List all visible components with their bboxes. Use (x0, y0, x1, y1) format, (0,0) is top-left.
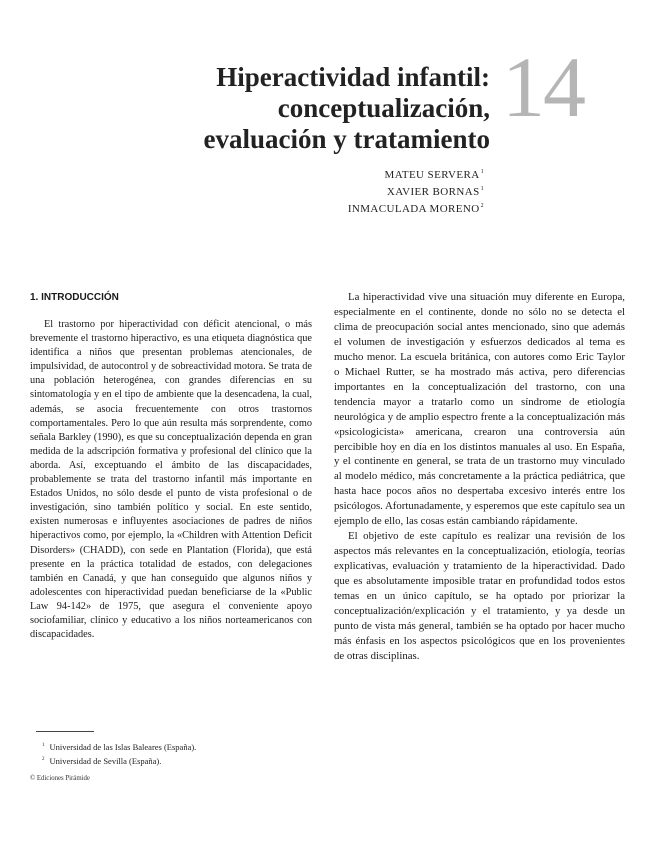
paragraph: El objetivo de este capítulo es realizar una revisión de los aspectos más relevantes en la conceptualización, etiología, teorías explicativas, evaluación y tratamiento de la hiperactividad. Dado que es absolutamente imposible tratar en profundidad todos estos temas en un único capítulo, se ha optado por priorizar la conceptualización/explicación y el tratamiento, y ya desde un punto de vista más general, también se ha optado por hacer mucho más énfasis en los aspectos psicológicos que en los provenientes de otras disciplinas. (334, 530, 625, 662)
title-line-3: evaluación y tratamiento (203, 124, 490, 154)
footnote-divider (36, 731, 94, 732)
publisher-credit: © Ediciones Pirámide (30, 775, 90, 782)
title-line-2: conceptualización, (277, 93, 490, 123)
footnote: $^2$ Universidad de Sevilla (España). (42, 755, 162, 766)
paragraph: La hiperactividad vive una situación muy diferente en Europa, especialmente en el continente, donde no sólo no se detecta el clima de preocupación social antes mencionado, sino que además el volumen de investigación y esfuerzos dedicados al tema es mucho menor. La escuela británica, con autores como Eric Taylor o Michael Rutter, se ha mostrado más activa, pero diferencias importantes en la conceptualización del trastorno, con una tendencia mayor a tratarlo como un síndrome de etiología neurológica y de amplio espectro frente a la conceptualización más «psicologicista» americana, crearon una controversia aún percibible hoy en día en los distintos manuales al uso. En España, y el continente en general, se trata de un trastorno muy vinculado al modelo médico, más concretamente a la práctica pediátrica, que hasta hace pocos años no despertaba excesivo interés entre los psicólogos. Afortunadamente, y esperemos que este capítulo sea un ejemplo de ello, las cosas están cambiando rápidamente. (334, 291, 625, 528)
footnote: $^1$ Universidad de las Islas Baleares (España). (42, 742, 197, 752)
author: XAVIER BORNAS$^1$ (386, 186, 484, 198)
footnotes (42, 740, 196, 767)
title-line-1: Hiperactividad infantil: (216, 62, 490, 92)
right-column (334, 290, 625, 664)
author-list (348, 165, 484, 216)
author: INMACULADA MORENO$^2$ (347, 203, 484, 215)
chapter-number: 14 (502, 39, 584, 135)
left-column (30, 318, 312, 642)
chapter-title (204, 62, 490, 155)
paragraph: El trastorno por hiperactividad con déficit atencional, o más brevemente el trastorno hiperactivo, es una etiqueta diagnóstica que identifica a niños que presentan problemas atencionales, de impulsividad, de autocontrol y de sobreactividad motora. Se trata de una población heterogénea, con grandes diferencias en su sintomatología y en el tipo de ambiente que la desencadena, la cual, además, se asocia frecuentemente con otros trastornos comportamentales. Pero lo que aún resulta más sorprendente, como señala Barkley (1990), es que su conceptualización dependa en gran medida de la adscripción formativa y profesional del clínico que la aborda. Así, exceptuando el ámbito de las discapacidades, probablemente se trata del trastorno infantil más importante en Estados Unidos, no sólo desde el punto de vista profesional o de investigación, sino también político y social. En este sentido, existen numerosas e influyentes asociaciones de padres de niños hiperactivos como, por ejemplo, la «Children with Attention Deficit Disorders» (CHADD), con sede en Plantation (Florida), que está presente en la práctica totalidad de estados, con delegaciones también en Canadá, y que han conseguido que algunos niños y adolescentes con hiperactividad puedan beneficiarse de la «Public Law 94-142» de 1975, que asegura el conveniente apoyo sociofamiliar, clínico y educativo a los niños norteamericanos con discapacidades. (30, 319, 312, 641)
author: MATEU SERVERA$^1$ (384, 169, 484, 181)
section-heading: 1. INTRODUCCIÓN (30, 292, 119, 303)
